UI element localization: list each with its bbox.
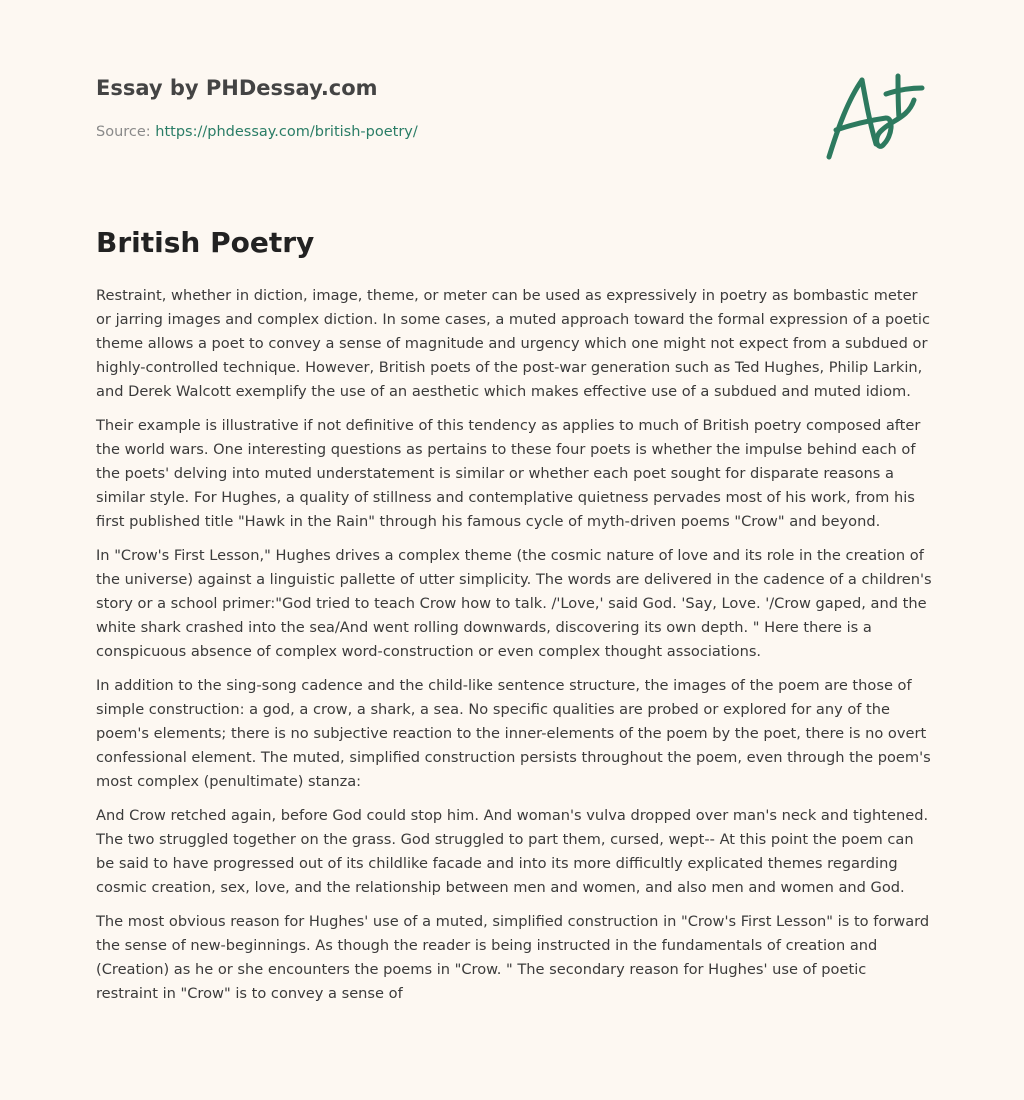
essay-body (96, 284, 932, 1016)
source-link[interactable]: https://phdessay.com/british-poetry/ (155, 124, 418, 140)
essay-title: British Poetry (96, 226, 315, 259)
a-plus-grade-icon (820, 68, 930, 164)
source-label: Source: (96, 124, 151, 140)
essay-paragraph: And Crow retched again, before God could stop him. And woman's vulva dropped over man's neck and tightened. The two struggled together on the grass. God struggled to part them, cursed, wept-- At this point the poem can be said to have progressed out of its childlike facade and into its more difficultly explicated themes regarding cosmic creation, sex, love, and the relationship between men and women, and also men and women and God. (96, 807, 929, 896)
site-header-title: Essay by PHDessay.com (96, 76, 378, 100)
source-line (96, 124, 418, 140)
essay-paragraph: In "Crow's First Lesson," Hughes drives a complex theme (the cosmic nature of love and its role in the creation of the universe) against a linguistic pallette of utter simplicity. The words are delivered in the cadence of a children's story or a school primer:"God tried to teach Crow how to talk. /'Love,' said God. 'Say, Love. '/Crow gaped, and the white shark crashed into the sea/And went rolling downwards, discovering its own depth. " Here there is a conspicuous absence of complex word-construction or even complex thought associations. (96, 547, 932, 660)
essay-paragraph: Restraint, whether in diction, image, theme, or meter can be used as expressively in poetry as bombastic meter or jarring images and complex diction. In some cases, a muted approach toward the formal expression of a poetic theme allows a poet to convey a sense of magnitude and urgency which one might not expect from a subdued or highly-controlled technique. However, British poets of the post-war generation such as Ted Hughes, Philip Larkin, and Derek Walcott exemplify the use of an aesthetic which makes effective use of a subdued and muted idiom. (96, 287, 930, 400)
essay-paragraph: In addition to the sing-song cadence and the child-like sentence structure, the images of the poem are those of simple construction: a god, a crow, a shark, a sea. No specific qualities are probed or explored for any of the poem's elements; there is no subjective reaction to the inner-elements of the poem by the poet, there is no overt confessional element. The muted, simplified construction persists throughout the poem, even through the poem's most complex (penultimate) stanza: (96, 677, 931, 790)
essay-paragraph: The most obvious reason for Hughes' use of a muted, simplified construction in "Crow's First Lesson" is to forward the sense of new-beginnings. As though the reader is being instructed in the fundamentals of creation and (Creation) as he or she encounters the poems in "Crow. " The secondary reason for Hughes' use of poetic restraint in "Crow" is to convey a sense of (96, 913, 930, 1002)
essay-paragraph: Their example is illustrative if not definitive of this tendency as applies to much of British poetry composed after the world wars. One interesting questions as pertains to these four poets is whether the impulse behind each of the poets' delving into muted understatement is similar or whether each poet sought for disparate reasons a similar style. For Hughes, a quality of stillness and contemplative quietness pervades most of his work, from his first published title "Hawk in the Rain" through his famous cycle of myth-driven poems "Crow" and beyond. (96, 417, 921, 530)
